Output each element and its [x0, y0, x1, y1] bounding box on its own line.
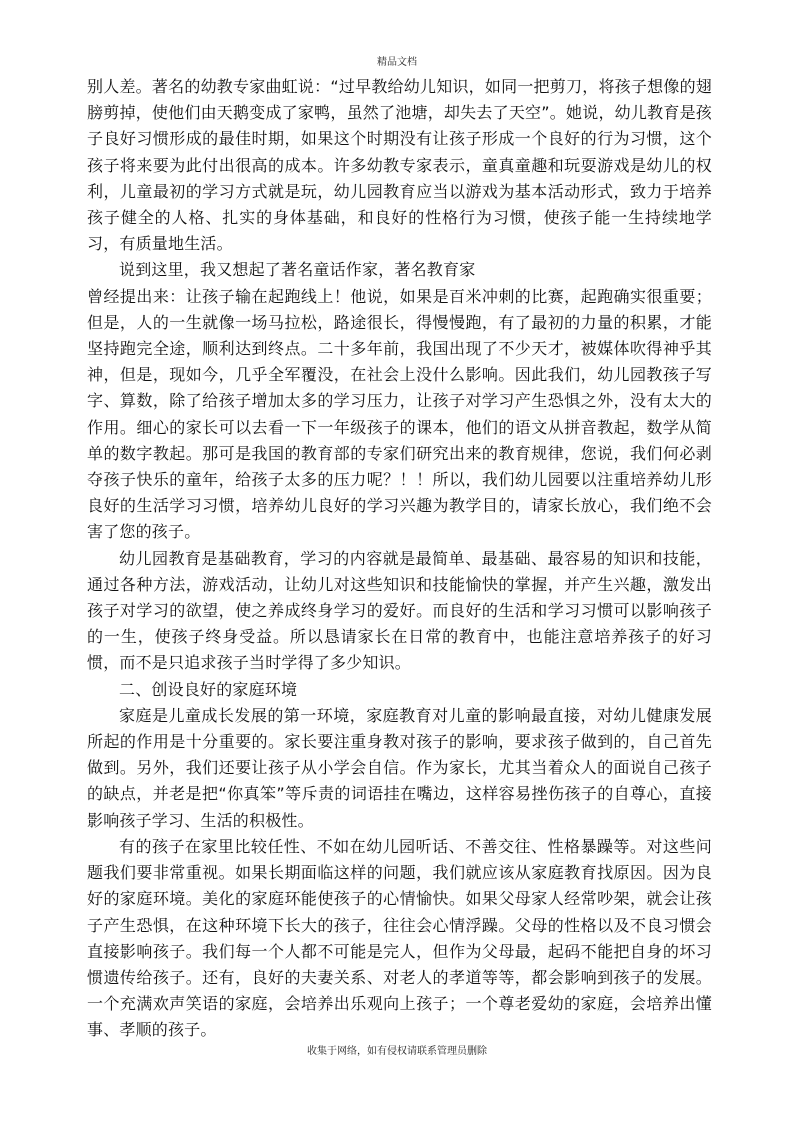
paragraph-2: 说到这里，我又想起了著名童话作家，著名教育家 [119, 260, 476, 280]
paragraph-3: 曾经提出来：让孩子输在起跑线上！他说，如果是百米冲刺的比赛，起跑确实很重要；但是，人的一生就像一场马拉松，路途很长，得慢慢跑，有了最初的力量的积累，才能坚持跑完全途，顺利达到终点。二十多年前，我国出现了不少天才，被媒体吹得神乎其神，但是，现如今，几乎全军覆没，在社会上没什么影响。因此我们，幼儿园教孩子写字、算数，除了给孩子增加太多的学习压力，让孩子对学习产生恐惧之外，没有太大的作用。细心的家长可以去看一下一年级孩子的课本，他们的语文从拼音教起，数学从简单的数字教起。那可是我国的教育部的专家们研究出来的教育规律，您说，我们何必剥夺孩子快乐的童年，给孩子太多的压力呢？！！所以，我们幼儿园要以注重培养幼儿形良好的生活学习习惯，培养幼儿良好的学习兴趣为教学目的，请家长放心，我们绝不会害了您的孩子。 [87, 286, 712, 542]
paragraph-1: 别人差。著名的幼教专家曲虹说：“过早教给幼儿知识，如同一把剪刀，将孩子想像的翅膀剪掉，使他们由天鹅变成了家鸭，虽然了池塘，却失去了天空”。她说，幼儿教育是孩子良好习惯形成的最佳时期，如果这个时期没有让孩子形成一个良好的行为习惯，这个孩子将来要为此付出很高的成本。许多幼教专家表示，童真童趣和玩耍游戏是幼儿的权利，儿童最初的学习方式就是玩，幼儿园教育应当以游戏为基本活动形式，致力于培养孩子健全的人格、扎实的身体基础，和良好的性格行为习惯，使孩子能一生持续地学习，有质量地生活。 [87, 77, 712, 254]
section-heading: 二、创设良好的家庭环境 [119, 679, 298, 699]
document-body [87, 74, 712, 1044]
paragraph-6: 有的孩子在家里比较任性、不如在幼儿园听话、不善交往、性格暴躁等。对这些问题我们要非常重视。如果长期面临这样的问题，我们就应该从家庭教育找原因。因为良好的家庭环境。美化的家庭环能使孩子的心情愉快。如果父母家人经常吵架，就会让孩子产生恐惧，在这种环境下长大的孩子，往往会心情浮躁。父母的性格以及不良习惯会直接影响孩子。我们每一个人都不可能是完人，但作为父母最，起码不能把自身的坏习惯遗传给孩子。还有，良好的夫妻关系、对老人的孝道等等，都会影响到孩子的发展。一个充满欢声笑语的家庭，会培养出乐观向上孩子；一个尊老爱幼的家庭，会培养出懂事、孝顺的孩子。 [87, 836, 712, 1040]
page-footer: 收集于网络，如有侵权请联系管理员删除 [307, 1046, 487, 1057]
paragraph-5: 家庭是儿童成长发展的第一环境，家庭教育对儿童的影响最直接，对幼儿健康发展所起的作用是十分重要的。家长要注重身教对孩子的影响，要求孩子做到的，自己首先做到。另外，我们还要让孩子从小学会自信。作为家长，尤其当着众人的面说自己孩子的缺点，并老是把“你真笨”等斥责的词语挂在嘴边，这样容易挫伤孩子的自尊心，直接影响孩子学习、生活的积极性。 [87, 705, 712, 830]
page-header: 精品文档 [377, 57, 417, 68]
paragraph-4: 幼儿园教育是基础教育，学习的内容就是最简单、最基础、最容易的知识和技能，通过各种方法，游戏活动，让幼儿对这些知识和技能愉快的掌握，并产生兴趣，激发出孩子对学习的欲望，使之养成终身学习的爱好。而良好的生活和学习习惯可以影响孩子的一生，使孩子终身受益。所以恳请家长在日常的教育中，也能注意培养孩子的好习惯，而不是只追求孩子当时学得了多少知识。 [87, 548, 712, 673]
